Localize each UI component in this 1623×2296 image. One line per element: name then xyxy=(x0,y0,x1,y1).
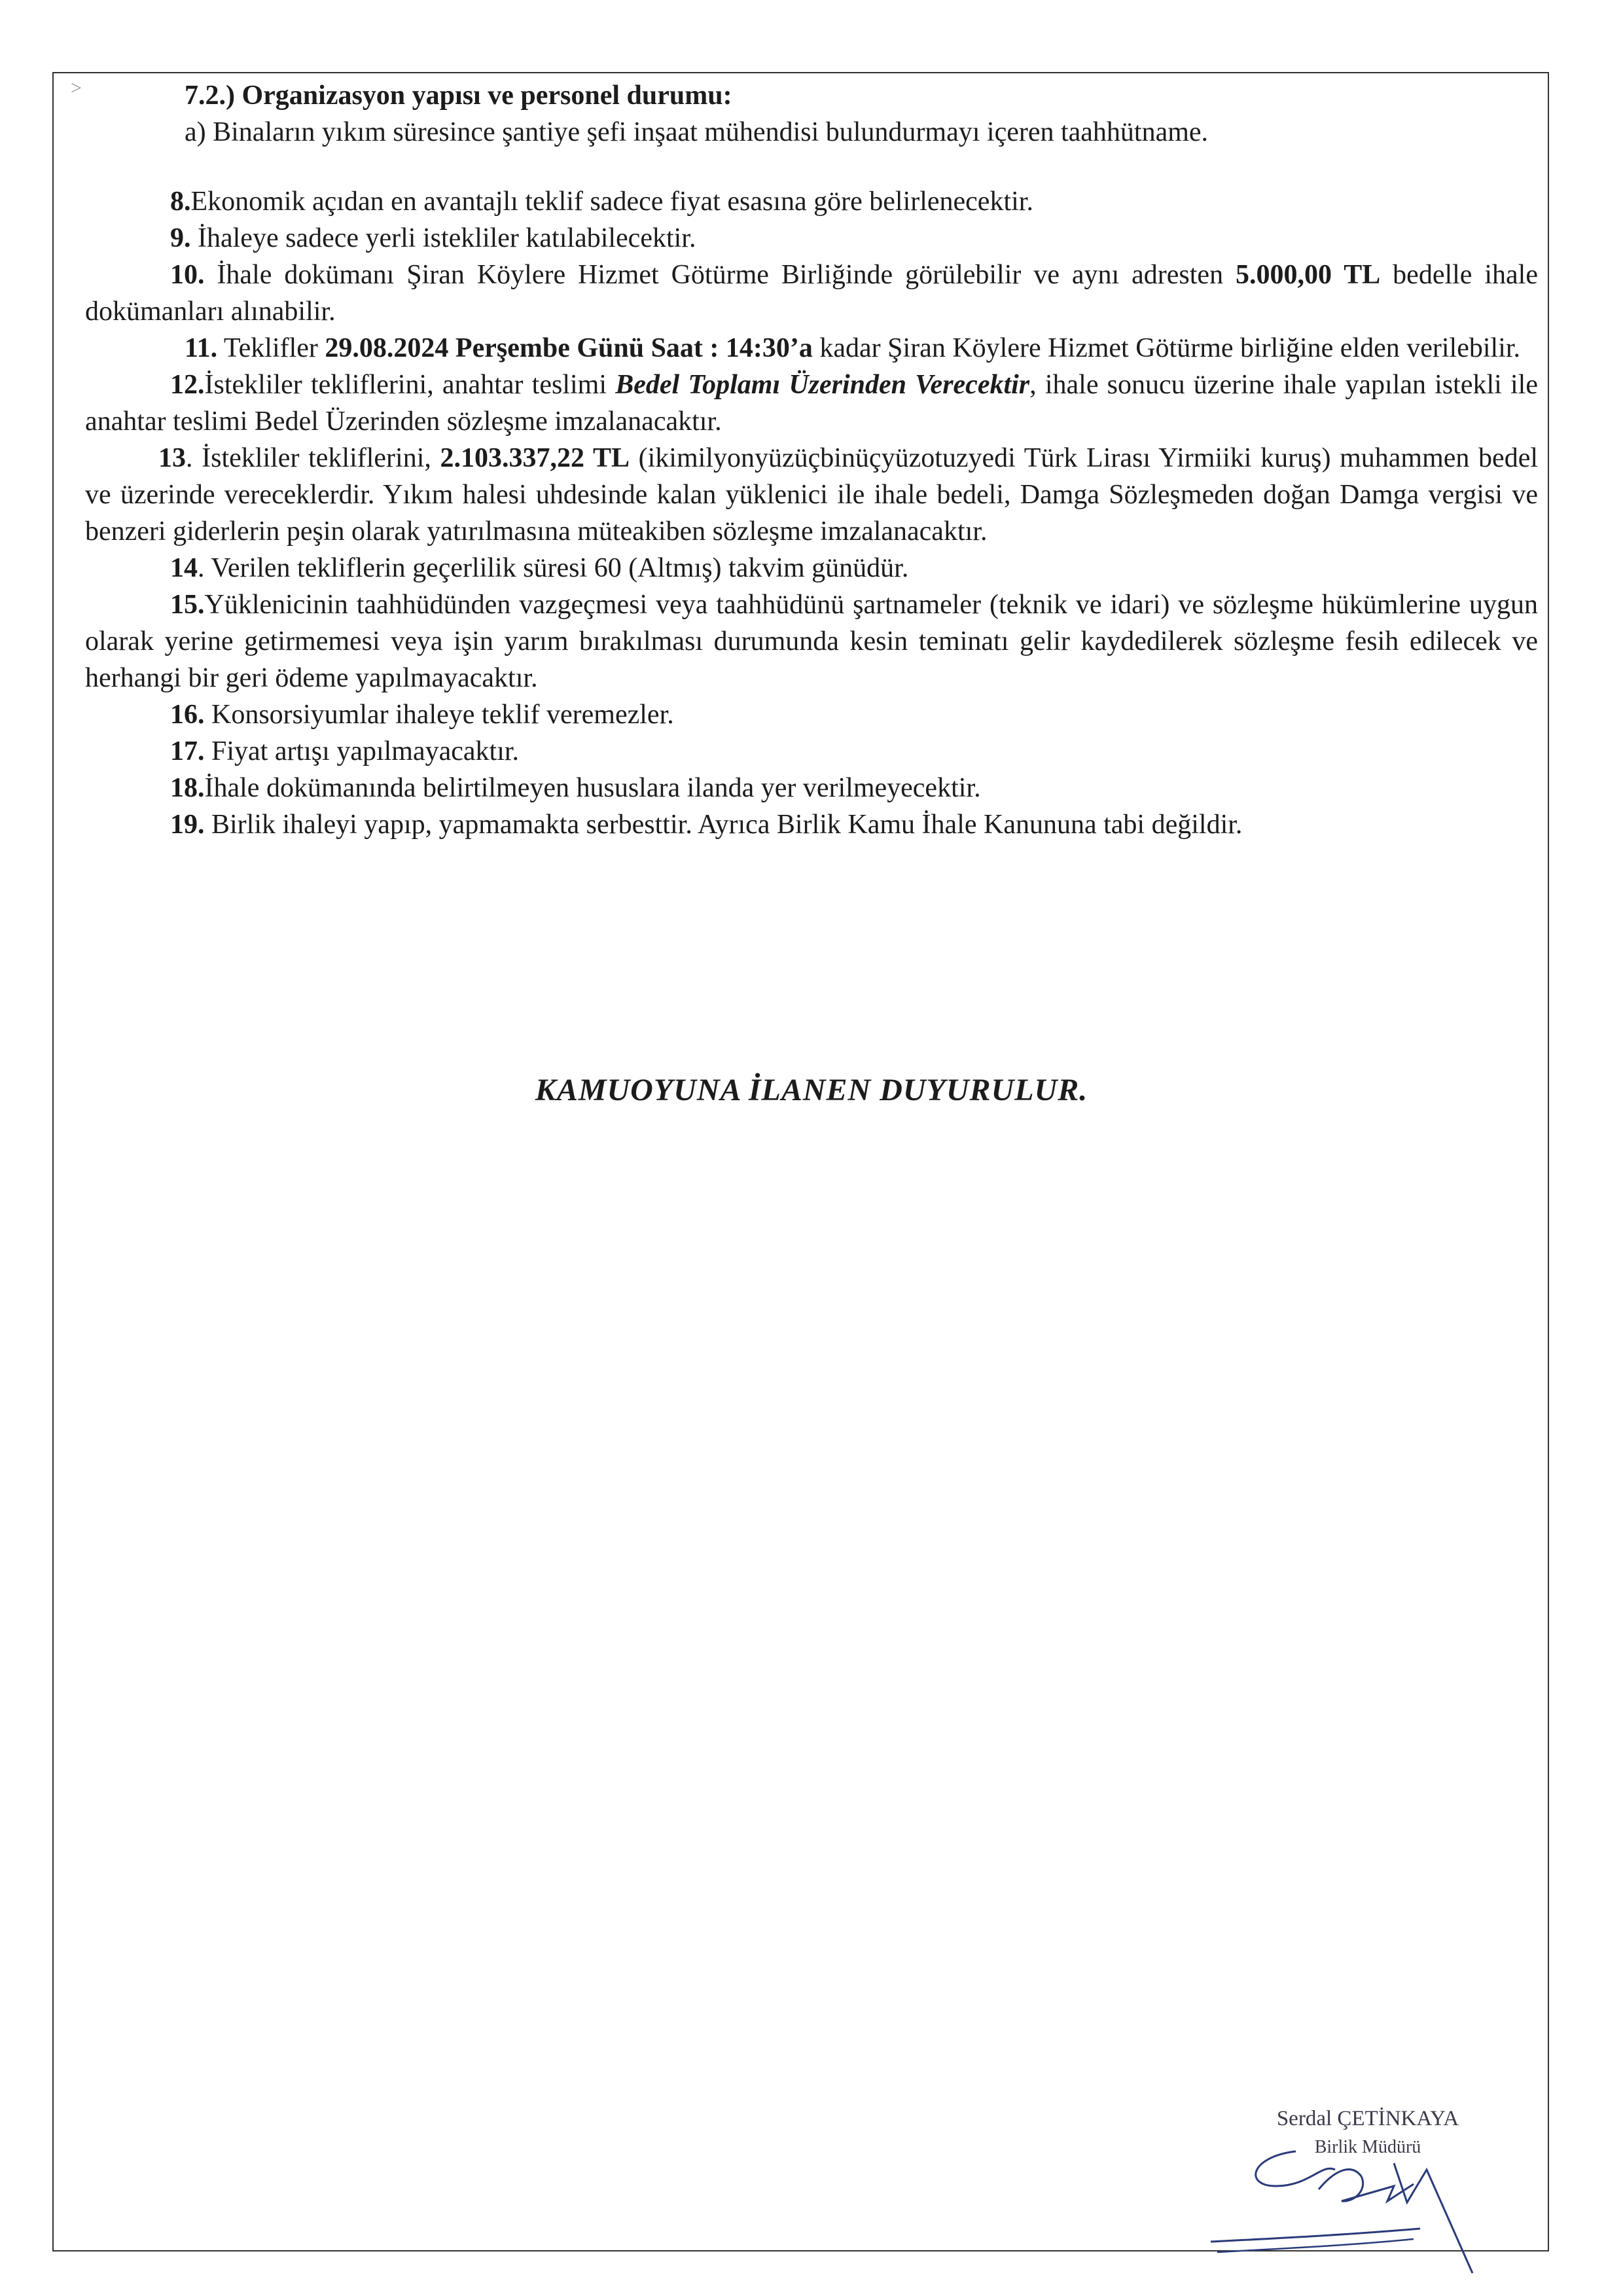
section-7-2-heading: 7.2.) Organizasyon yapısı ve personel durumu: xyxy=(185,81,732,111)
item-8: 8.Ekonomik açıdan en avantajlı teklif sadece fiyat esasına göre belirlenecektir. xyxy=(170,187,1033,217)
signer-name: Serdal ÇETİNKAYA xyxy=(1276,2107,1459,2130)
item-9: 9. İhaleye sadece yerli istekliler katılabilecektir. xyxy=(170,223,696,253)
item-19: 19. Birlik ihaleyi yapıp, yapmamakta serbesttir. Ayrıca Birlik Kamu İhale Kanununa tabi değildir. xyxy=(170,810,1243,840)
closing-statement: KAMUOYUNA İLANEN DUYURULUR. xyxy=(535,1073,1088,1107)
section-7-2-item-a: a) Binaların yıkım süresince şantiye şefi inşaat mühendisi bulundurmayı içeren taahhütname. xyxy=(185,117,1209,147)
announcement-body xyxy=(85,77,1538,1107)
spacer xyxy=(85,151,1538,183)
item-14: 14. Verilen tekliflerin geçerlilik süresi 60 (Altmış) takvim günüdür. xyxy=(170,553,909,583)
corner-mark: ˃ xyxy=(71,77,82,99)
item-18: 18.İhale dokümanında belirtilmeyen hususlara ilanda yer verilmeyecektir. xyxy=(170,773,981,803)
item-13: 13. İstekliler tekliflerini, 2.103.337,22 TL (ikimilyonyüzüçbinüçyüzotuzyedi Türk Lirası Yirmiiki kuruş) muhammen bedel ve üzerinde vereceklerdir. Yıkım halesi uhdesinde kalan yüklenici ile ihale bedeli, Damga Sözleşmeden doğan Damga vergisi ve benzeri giderlerin peşin olarak yatırılmasına müteakiben sözleşme imzalanacaktır. xyxy=(85,443,1538,547)
handwritten-signature xyxy=(1198,2124,1492,2274)
signer-title: Birlik Müdürü xyxy=(1314,2137,1421,2157)
item-17: 17. Fiyat artışı yapılmayacaktır. xyxy=(170,736,520,766)
item-15: 15.Yüklenicinin taahhüdünden vazgeçmesi veya taahhüdünü şartnameler (teknik ve idari) ve sözleşme hükümlerine uygun olarak yerine getirmemesi veya işin yarım bırakılması durumunda kesin teminatı gelir kaydedilerek sözleşme fesih edilecek ve herhangi bir geri ödeme yapılmayacaktır. xyxy=(85,590,1538,693)
item-12: 12.İstekliler tekliflerini, anahtar teslimi Bedel Toplamı Üzerinden Verecektir, ihale sonucu üzerine ihale yapılan istekli ile anahtar teslimi Bedel Üzerinden sözleşme imzalanacaktır. xyxy=(85,370,1538,437)
item-16: 16. Konsorsiyumlar ihaleye teklif veremezler. xyxy=(170,700,674,730)
item-10: 10. İhale dokümanı Şiran Köylere Hizmet Götürme Birliğinde görülebilir ve aynı adresten 5.000,00 TL bedelle ihale dokümanları alınabilir. xyxy=(85,260,1538,327)
item-11: 11. Teklifler 29.08.2024 Perşembe Günü Saat : 14:30’a kadar Şiran Köylere Hizmet Götürme birliğine elden verilebilir. xyxy=(185,333,1521,363)
